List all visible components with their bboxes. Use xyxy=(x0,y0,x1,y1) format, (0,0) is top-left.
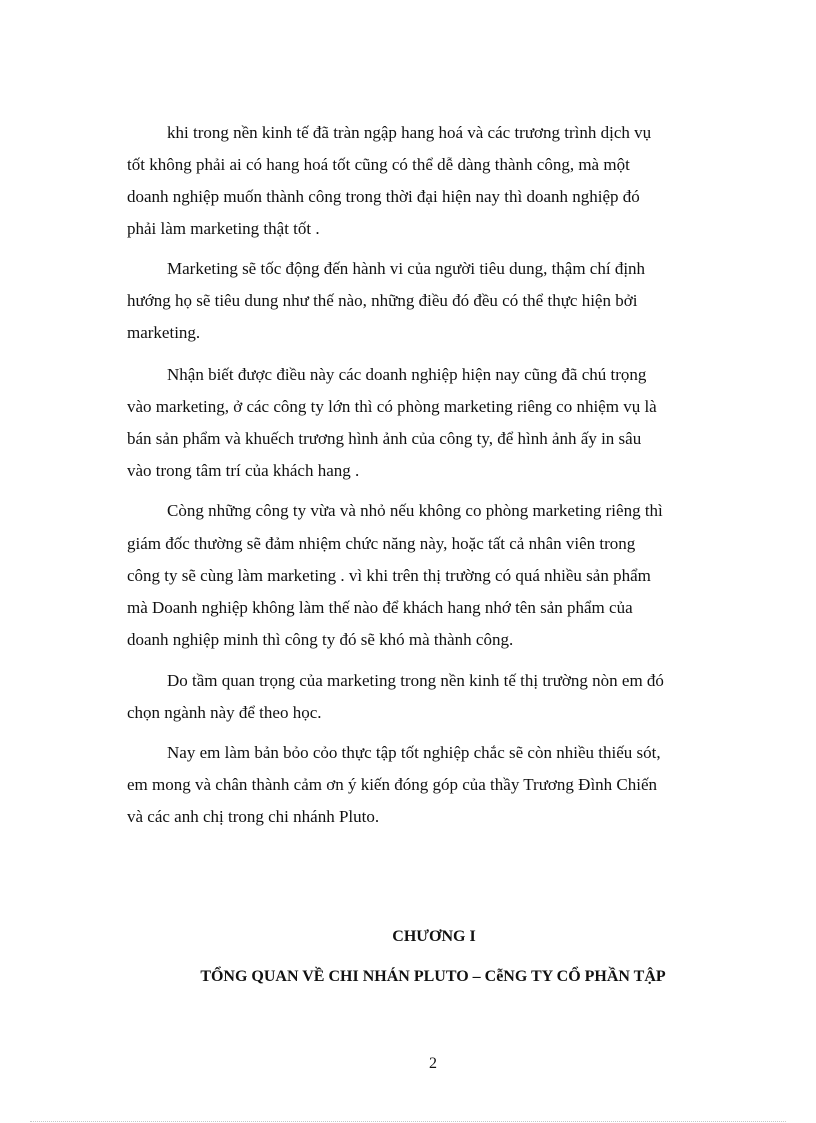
paragraph-6-line-1: Nay em làm bản bỏo cỏo thực tập tốt nghiệp chắc sẽ còn nhiều thiếu sót, xyxy=(167,743,661,762)
paragraph-1-line-3: doanh nghiệp muốn thành công trong thời đại hiện nay thì doanh nghiệp đó xyxy=(127,187,640,206)
page-number: 2 xyxy=(429,1055,437,1072)
paragraph-4-line-2: giám đốc thường sẽ đảm nhiệm chức năng này, hoặc tất cả nhân viên trong xyxy=(127,534,636,553)
paragraph-2-line-2: hướng họ sẽ tiêu dung như thế nào, những điều đó đều có thể thực hiện bởi xyxy=(127,291,638,310)
paragraph-1-line-1: khi trong nền kinh tế đã tràn ngập hang hoá và các trương trình dịch vụ xyxy=(167,123,652,142)
paragraph-3-line-4: vào trong tâm trí của khách hang . xyxy=(127,461,360,480)
paragraph-3-line-3: bán sản phẩm và khuếch trương hình ảnh của công ty, để hình ảnh ấy in sâu xyxy=(127,429,642,448)
paragraph-1-line-2: tốt không phải ai có hang hoá tốt cũng có thể dễ dàng thành công, mà một xyxy=(127,155,630,174)
footer-divider xyxy=(30,1121,786,1122)
paragraph-1-line-4: phải làm marketing thật tốt . xyxy=(127,219,320,238)
chapter-title: TỔNG QUAN VỀ CHI NHÁN PLUTO – CễNG TY CỔ PHẦN TẬP xyxy=(200,968,666,985)
paragraph-6-line-3: và các anh chị trong chi nhánh Pluto. xyxy=(127,807,380,826)
paragraph-4-line-4: mà Doanh nghiệp không làm thế nào để khách hang nhớ tên sản phẩm của xyxy=(127,598,633,617)
paragraph-5-line-2: chọn ngành này để theo học. xyxy=(127,703,322,722)
paragraph-2-line-1: Marketing sẽ tốc động đến hành vi của người tiêu dung, thậm chí định xyxy=(167,259,646,278)
paragraph-3-line-1: Nhận biết được điều này các doanh nghiệp hiện nay cũng đã chú trọng xyxy=(167,365,647,384)
paragraph-2-line-3: marketing. xyxy=(127,323,201,342)
paragraph-4-line-3: công ty sẽ cùng làm marketing . vì khi trên thị trường có quá nhiều sản phẩm xyxy=(127,566,651,585)
paragraph-3-line-2: vào marketing, ở các công ty lớn thì có phòng marketing riêng co nhiệm vụ là xyxy=(127,397,657,416)
chapter-label: CHƯƠNG I xyxy=(392,928,476,945)
paragraph-4-line-5: doanh nghiệp minh thì công ty đó sẽ khó mà thành công. xyxy=(127,630,514,649)
paragraph-4-line-1: Còng những công ty vừa và nhỏ nếu không co phòng marketing riêng thì xyxy=(167,501,663,520)
paragraph-6-line-2: em mong và chân thành cảm ơn ý kiến đóng góp của thầy Trương Đình Chiến xyxy=(127,775,658,794)
paragraph-5-line-1: Do tầm quan trọng của marketing trong nền kinh tế thị trường nòn em đó xyxy=(167,671,664,690)
